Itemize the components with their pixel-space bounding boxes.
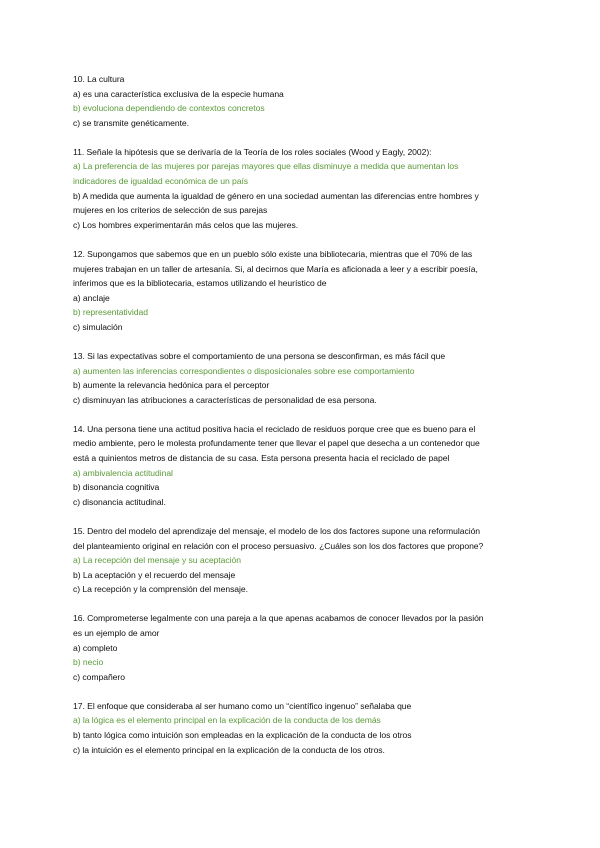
answer-option-correct: b) evoluciona dependiendo de contextos concretos — [73, 103, 265, 114]
question-block — [73, 422, 533, 510]
question-block — [73, 145, 533, 233]
question-text: del planteamiento original en relación con el proceso persuasivo. ¿Cuáles son los dos factores que propone? — [73, 540, 484, 551]
answer-option: a) es una característica exclusiva de la especie humana — [73, 88, 284, 99]
answer-option-correct: a) La preferencia de las mujeres por parejas mayores que ellas disminuye a medida que aumentan los — [73, 161, 459, 172]
question-text: 15. Dentro del modelo del aprendizaje del mensaje, el modelo de los dos factores supone una reformulación — [73, 525, 481, 536]
answer-option: c) La recepción y la comprensión del mensaje. — [73, 584, 248, 595]
answer-option: b) La aceptación y el recuerdo del mensaje — [73, 569, 236, 580]
answer-option: a) completo — [73, 642, 118, 653]
answer-option-correct: a) La recepción del mensaje y su aceptación — [73, 555, 241, 566]
question-block — [73, 247, 533, 335]
quiz-document — [73, 72, 533, 772]
answer-option: mujeres en los criterios de selección de sus parejas — [73, 205, 268, 216]
answer-option: c) se transmite genéticamente. — [73, 117, 190, 128]
question-text: 13. Si las expectativas sobre el comportamiento de una persona se desconfirman, es más fácil que — [73, 351, 446, 361]
question-text: 11. Señale la hipótesis que se derivaría de la Teoría de los roles sociales (Wood y Eagly, 2002): — [73, 146, 432, 157]
question-block — [73, 524, 533, 597]
answer-option: c) Los hombres experimentarán más celos que las mujeres. — [73, 219, 299, 230]
answer-option-correct: b) representatividad — [73, 307, 148, 318]
question-block — [73, 611, 533, 684]
answer-option-correct: a) aumenten las inferencias correspondientes o disposicionales sobre ese comportamiento — [73, 365, 415, 376]
answer-option-correct: a) la lógica es el elemento principal en la explicación de la conducta de los demás — [73, 715, 381, 726]
answer-option: c) simulación — [73, 321, 123, 332]
answer-option-correct: indicadores de igualdad económica de un país — [73, 176, 249, 187]
question-text: 10. La cultura — [73, 74, 125, 84]
question-text: inferimos que es la bibliotecaria, estamos utilizando el heurístico de — [73, 278, 327, 289]
answer-option: a) anclaje — [73, 292, 110, 303]
answer-option: b) tanto lógica como intuición son empleadas en la explicación de la conducta de los otros — [73, 730, 412, 741]
question-text: medio ambiente, pero le molesta profundamente tener que llevar el papel que desecha a un contenedor que — [73, 438, 480, 449]
question-block — [73, 699, 533, 757]
question-block — [73, 349, 533, 407]
answer-option: b) aumente la relevancia hedónica para el perceptor — [73, 380, 270, 391]
question-text: 16. Comprometerse legalmente con una pareja a la que apenas acabamos de conocer llevados por la pasión — [73, 613, 484, 624]
answer-option: c) disonancia actitudinal. — [73, 496, 166, 507]
answer-option: c) disminuyan las atribuciones a características de personalidad de esa persona. — [73, 394, 377, 405]
answer-option: c) compañero — [73, 671, 125, 682]
answer-option-correct: b) necio — [73, 657, 104, 668]
answer-option: b) A medida que aumenta la igualdad de género en una sociedad aumentan las diferencias entre hombres y — [73, 190, 479, 201]
question-text: 14. Una persona tiene una actitud positiva hacia el reciclado de residuos porque cree que es bueno para el — [73, 423, 476, 434]
answer-option: c) la intuición es el elemento principal en la explicación de la conducta de los otros. — [73, 744, 385, 755]
question-text: está a quinientos metros de distancia de su casa. Esta persona presenta hacia el reciclado de papel — [73, 453, 450, 464]
question-text: 12. Supongamos que sabemos que en un pueblo sólo existe una bibliotecaria, mientras que el 70% de las — [73, 248, 473, 259]
answer-option-correct: a) ambivalencia actitudinal — [73, 467, 173, 478]
answer-option: b) disonancia cognitiva — [73, 482, 160, 493]
question-block — [73, 72, 533, 130]
question-text: es un ejemplo de amor — [73, 628, 160, 638]
question-text: mujeres trabajan en un taller de artesanía. Si, al decirnos que María es aficionada a leer y a escribir poesía, — [73, 263, 478, 274]
question-text: 17. El enfoque que consideraba al ser humano como un “científico ingenuo” señalaba que — [73, 700, 412, 711]
